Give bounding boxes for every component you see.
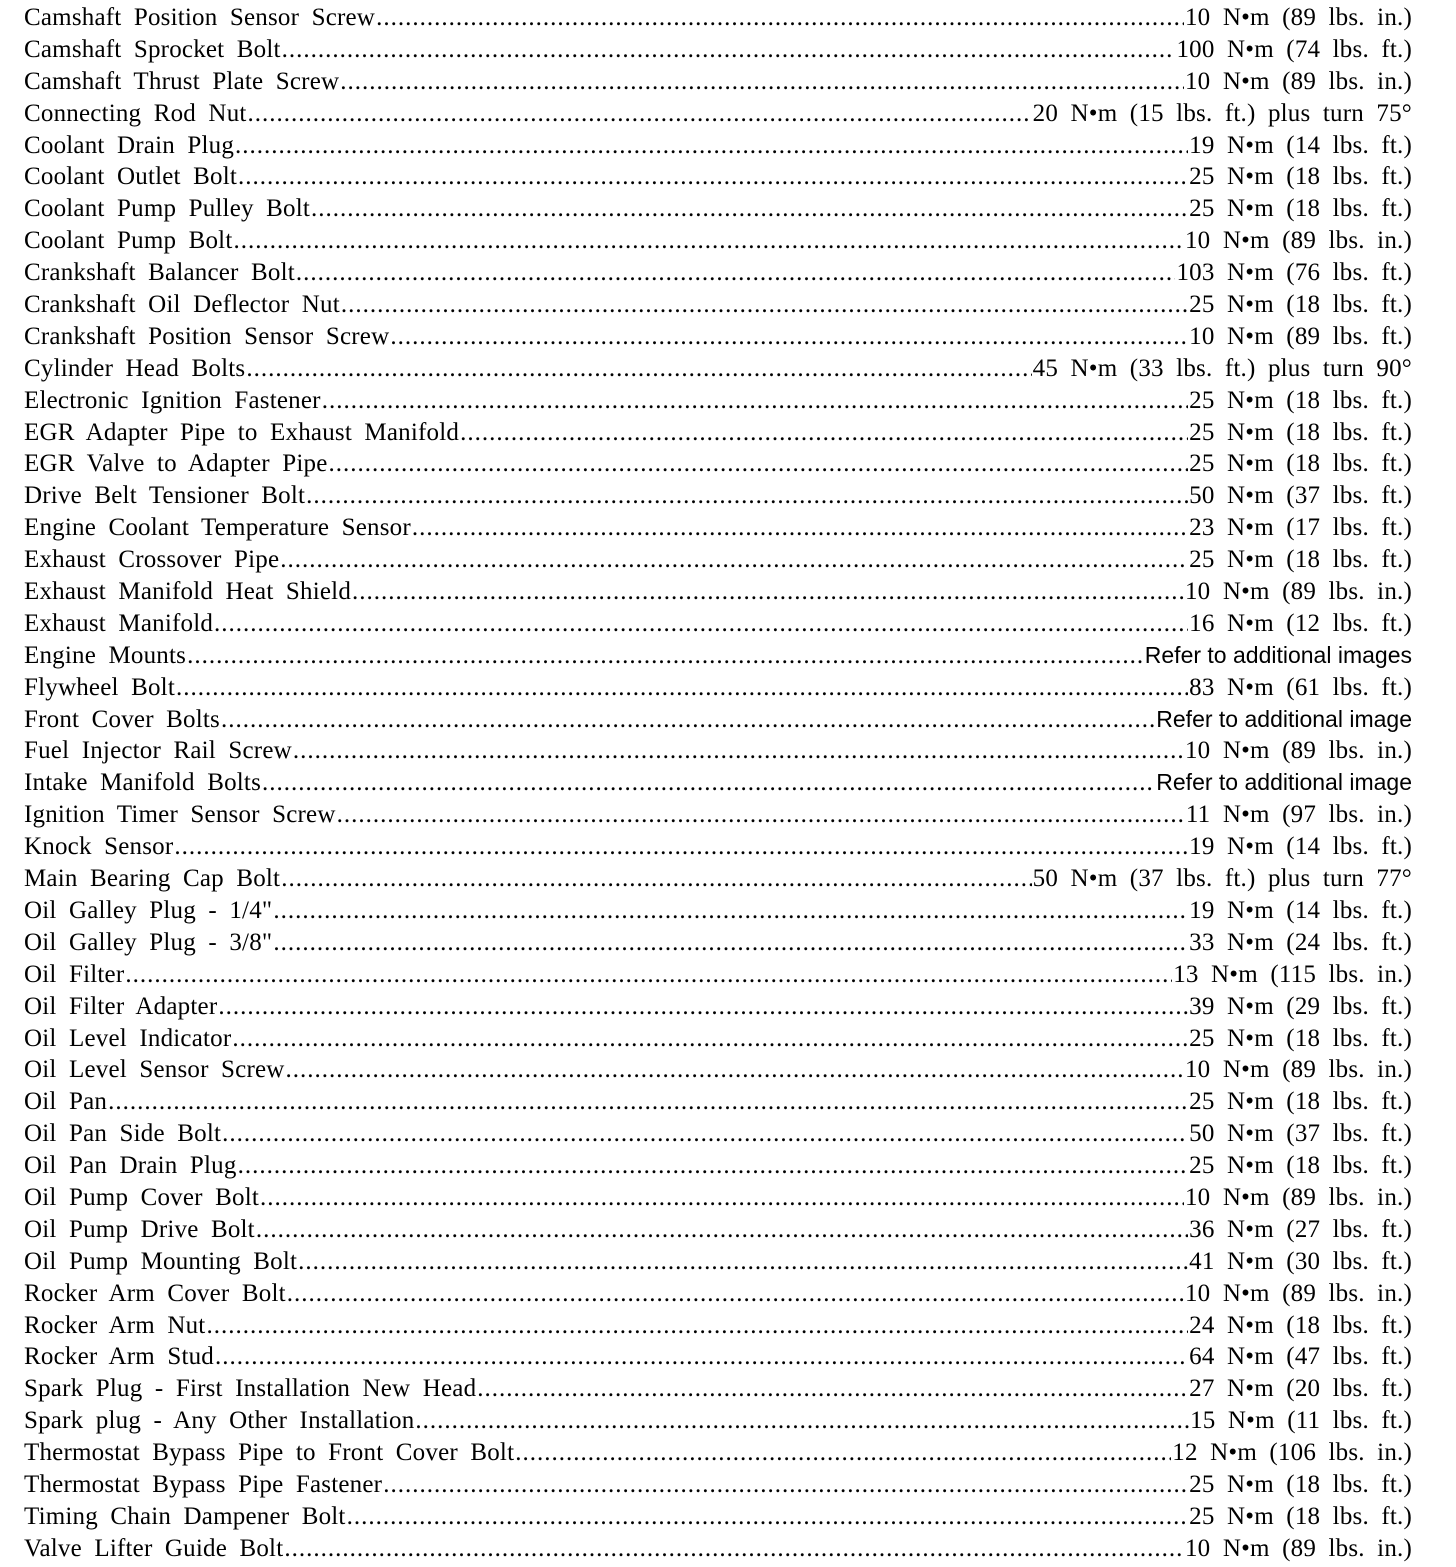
spec-value: 25 N•m (18 lbs. ft.) bbox=[1189, 418, 1412, 446]
dot-leader bbox=[322, 387, 1188, 415]
dot-leader bbox=[233, 227, 1183, 255]
spec-value: 10 N•m (89 lbs. in.) bbox=[1184, 227, 1412, 255]
spec-name: Thermostat Bypass Pipe to Front Cover Bolt bbox=[24, 1439, 515, 1467]
spec-value: 10 N•m (89 lbs. in.) bbox=[1184, 4, 1412, 31]
spec-row bbox=[24, 100, 1412, 132]
spec-name: Camshaft Thrust Plate Screw bbox=[24, 67, 340, 95]
spec-name: Exhaust Manifold bbox=[24, 609, 214, 637]
spec-value: 50 N•m (37 lbs. ft.) plus turn 77° bbox=[1032, 865, 1412, 893]
spec-row bbox=[24, 1152, 1412, 1184]
spec-row bbox=[24, 865, 1412, 897]
dot-leader bbox=[293, 737, 1184, 765]
spec-row bbox=[24, 1343, 1412, 1375]
spec-row bbox=[24, 355, 1412, 387]
spec-value: 25 N•m (18 lbs. ft.) bbox=[1189, 386, 1412, 414]
dot-leader bbox=[246, 355, 1031, 383]
spec-row bbox=[24, 450, 1412, 482]
dot-leader bbox=[352, 578, 1184, 606]
dot-leader bbox=[412, 514, 1188, 542]
spec-name: Camshaft Sprocket Bolt bbox=[24, 35, 281, 63]
dot-leader bbox=[187, 642, 1144, 670]
spec-row bbox=[24, 1280, 1412, 1312]
dot-leader bbox=[256, 1216, 1188, 1244]
spec-name: Drive Belt Tensioner Bolt bbox=[24, 482, 306, 510]
spec-name: Coolant Drain Plug bbox=[24, 131, 235, 159]
spec-name: Electronic Ignition Fastener bbox=[24, 386, 321, 414]
spec-row bbox=[24, 546, 1412, 578]
spec-value: 25 N•m (18 lbs. ft.) bbox=[1189, 195, 1412, 223]
spec-row bbox=[24, 1120, 1412, 1152]
spec-row bbox=[24, 642, 1412, 674]
spec-name: Coolant Pump Pulley Bolt bbox=[24, 195, 311, 223]
spec-row bbox=[24, 610, 1412, 642]
dot-leader bbox=[296, 259, 1176, 287]
spec-value: 103 N•m (76 lbs. ft.) bbox=[1176, 259, 1412, 287]
dot-leader bbox=[282, 36, 1176, 64]
spec-name: Coolant Outlet Bolt bbox=[24, 163, 238, 191]
spec-value: 25 N•m (18 lbs. ft.) bbox=[1189, 163, 1412, 191]
spec-row bbox=[24, 1088, 1412, 1120]
dot-leader bbox=[176, 674, 1188, 702]
spec-row bbox=[24, 1216, 1412, 1248]
dot-leader bbox=[390, 323, 1188, 351]
dot-leader bbox=[125, 961, 1172, 989]
dot-leader bbox=[415, 1407, 1189, 1435]
spec-name: EGR Valve to Adapter Pipe bbox=[24, 450, 328, 478]
dot-leader bbox=[281, 865, 1031, 893]
dot-leader bbox=[287, 1280, 1184, 1308]
spec-row bbox=[24, 419, 1412, 451]
dot-leader bbox=[221, 706, 1155, 734]
spec-value: 16 N•m (12 lbs. ft.) bbox=[1189, 609, 1412, 637]
dot-leader bbox=[337, 801, 1185, 829]
dot-leader bbox=[311, 195, 1188, 223]
spec-row bbox=[24, 1535, 1412, 1567]
spec-value: 25 N•m (18 lbs. ft.) bbox=[1189, 450, 1412, 478]
spec-row bbox=[24, 163, 1412, 195]
spec-value: 83 N•m (61 lbs. ft.) bbox=[1189, 673, 1412, 701]
spec-value: Refer to additional images bbox=[1144, 641, 1412, 668]
spec-name: Engine Mounts bbox=[24, 641, 187, 669]
spec-value: 39 N•m (29 lbs. ft.) bbox=[1189, 992, 1412, 1020]
dot-leader bbox=[238, 163, 1188, 191]
dot-leader bbox=[215, 1343, 1188, 1371]
spec-name: Oil Filter Adapter bbox=[24, 992, 218, 1020]
spec-name: Main Bearing Cap Bolt bbox=[24, 865, 281, 893]
spec-value: Refer to additional image bbox=[1156, 769, 1412, 796]
spec-value: 10 N•m (89 lbs. in.) bbox=[1184, 1056, 1412, 1084]
dot-leader bbox=[218, 993, 1188, 1021]
dot-leader bbox=[477, 1375, 1188, 1403]
spec-row bbox=[24, 514, 1412, 546]
spec-value: 10 N•m (89 lbs. in.) bbox=[1184, 737, 1412, 765]
spec-name: Connecting Rod Nut bbox=[24, 99, 247, 127]
spec-value: 25 N•m (18 lbs. ft.) bbox=[1189, 546, 1412, 574]
dot-leader bbox=[340, 68, 1184, 96]
spec-row bbox=[24, 482, 1412, 514]
spec-row bbox=[24, 1184, 1412, 1216]
spec-row bbox=[24, 387, 1412, 419]
dot-leader bbox=[286, 1056, 1184, 1084]
spec-value: 10 N•m (89 lbs. ft.) bbox=[1189, 322, 1412, 350]
spec-value: 36 N•m (27 lbs. ft.) bbox=[1189, 1215, 1412, 1243]
spec-value: 27 N•m (20 lbs. ft.) bbox=[1189, 1375, 1412, 1403]
dot-leader bbox=[248, 100, 1032, 128]
spec-value: 19 N•m (14 lbs. ft.) bbox=[1189, 833, 1412, 861]
spec-name: Flywheel Bolt bbox=[24, 673, 175, 701]
dot-leader bbox=[347, 1503, 1189, 1531]
spec-row bbox=[24, 929, 1412, 961]
spec-row bbox=[24, 1407, 1412, 1439]
spec-name: Oil Galley Plug - 3/8" bbox=[24, 928, 273, 956]
spec-value: 10 N•m (89 lbs. in.) bbox=[1184, 578, 1412, 606]
dot-leader bbox=[214, 610, 1188, 638]
spec-name: Oil Filter bbox=[24, 960, 125, 988]
spec-name: Spark plug - Any Other Installation bbox=[24, 1407, 415, 1435]
dot-leader bbox=[222, 1120, 1188, 1148]
spec-value: Refer to additional image bbox=[1156, 705, 1412, 732]
spec-row bbox=[24, 132, 1412, 164]
spec-row bbox=[24, 674, 1412, 706]
spec-value: 10 N•m (89 lbs. in.) bbox=[1184, 1279, 1412, 1307]
spec-row bbox=[24, 897, 1412, 929]
spec-name: Camshaft Position Sensor Screw bbox=[24, 4, 376, 31]
dot-leader bbox=[232, 1025, 1188, 1053]
dot-leader bbox=[298, 1248, 1188, 1276]
dot-leader bbox=[108, 1088, 1188, 1116]
dot-leader bbox=[238, 1152, 1189, 1180]
spec-row bbox=[24, 36, 1412, 68]
spec-name: Rocker Arm Cover Bolt bbox=[24, 1279, 286, 1307]
spec-row bbox=[24, 1312, 1412, 1344]
spec-name: Timing Chain Dampener Bolt bbox=[24, 1502, 346, 1530]
spec-row bbox=[24, 1439, 1412, 1471]
spec-value: 25 N•m (18 lbs. ft.) bbox=[1189, 1088, 1412, 1116]
spec-name: Spark Plug - First Installation New Head bbox=[24, 1375, 477, 1403]
spec-value: 45 N•m (33 lbs. ft.) plus turn 90° bbox=[1032, 354, 1412, 382]
dot-leader bbox=[260, 1184, 1184, 1212]
spec-name: Oil Level Indicator bbox=[24, 1024, 232, 1052]
spec-row bbox=[24, 706, 1412, 738]
spec-name: Exhaust Crossover Pipe bbox=[24, 546, 280, 574]
dot-leader bbox=[206, 1312, 1188, 1340]
spec-name: Oil Pan Drain Plug bbox=[24, 1152, 237, 1180]
spec-value: 12 N•m (106 lbs. in.) bbox=[1172, 1439, 1412, 1467]
spec-name: Oil Pan bbox=[24, 1088, 108, 1116]
dot-leader bbox=[329, 450, 1189, 478]
spec-row bbox=[24, 993, 1412, 1025]
spec-row bbox=[24, 578, 1412, 610]
spec-name: Rocker Arm Stud bbox=[24, 1343, 214, 1371]
spec-value: 50 N•m (37 lbs. ft.) bbox=[1189, 482, 1412, 510]
dot-leader bbox=[174, 833, 1188, 861]
spec-value: 64 N•m (47 lbs. ft.) bbox=[1189, 1343, 1412, 1371]
spec-value: 13 N•m (115 lbs. in.) bbox=[1173, 960, 1412, 988]
dot-leader bbox=[515, 1439, 1171, 1467]
spec-row bbox=[24, 195, 1412, 227]
spec-row bbox=[24, 737, 1412, 769]
spec-value: 19 N•m (14 lbs. ft.) bbox=[1189, 896, 1412, 924]
spec-name: Oil Pump Mounting Bolt bbox=[24, 1247, 298, 1275]
spec-name: Exhaust Manifold Heat Shield bbox=[24, 578, 352, 606]
spec-name: Oil Galley Plug - 1/4" bbox=[24, 896, 273, 924]
dot-leader bbox=[341, 291, 1188, 319]
spec-row bbox=[24, 1471, 1412, 1503]
spec-name: Crankshaft Oil Deflector Nut bbox=[24, 291, 340, 319]
spec-value: 25 N•m (18 lbs. ft.) bbox=[1189, 1152, 1412, 1180]
dot-leader bbox=[262, 769, 1155, 797]
spec-name: EGR Adapter Pipe to Exhaust Manifold bbox=[24, 418, 460, 446]
spec-row bbox=[24, 801, 1412, 833]
spec-row bbox=[24, 1248, 1412, 1280]
spec-value: 23 N•m (17 lbs. ft.) bbox=[1189, 514, 1412, 542]
dot-leader bbox=[376, 4, 1184, 32]
spec-name: Thermostat Bypass Pipe Fastener bbox=[24, 1470, 383, 1498]
spec-name: Cylinder Head Bolts bbox=[24, 354, 246, 382]
spec-value: 50 N•m (37 lbs. ft.) bbox=[1189, 1120, 1412, 1148]
spec-row bbox=[24, 259, 1412, 291]
spec-value: 100 N•m (74 lbs. ft.) bbox=[1176, 35, 1412, 63]
spec-row bbox=[24, 227, 1412, 259]
spec-name: Front Cover Bolts bbox=[24, 705, 220, 733]
spec-value: 20 N•m (15 lbs. ft.) plus turn 75° bbox=[1032, 99, 1412, 127]
spec-value: 33 N•m (24 lbs. ft.) bbox=[1189, 928, 1412, 956]
spec-value: 10 N•m (89 lbs. in.) bbox=[1184, 1534, 1412, 1562]
dot-leader bbox=[273, 929, 1188, 957]
dot-leader bbox=[235, 132, 1188, 160]
spec-value: 15 N•m (11 lbs. ft.) bbox=[1190, 1407, 1412, 1435]
spec-value: 19 N•m (14 lbs. ft.) bbox=[1189, 131, 1412, 159]
spec-name: Ignition Timer Sensor Screw bbox=[24, 801, 336, 829]
spec-value: 10 N•m (89 lbs. in.) bbox=[1184, 1183, 1412, 1211]
spec-name: Intake Manifold Bolts bbox=[24, 769, 262, 797]
spec-name: Knock Sensor bbox=[24, 833, 174, 861]
spec-name: Oil Pan Side Bolt bbox=[24, 1120, 222, 1148]
spec-value: 25 N•m (18 lbs. ft.) bbox=[1189, 1024, 1412, 1052]
spec-row bbox=[24, 1025, 1412, 1057]
spec-row bbox=[24, 769, 1412, 801]
spec-name: Crankshaft Balancer Bolt bbox=[24, 259, 295, 287]
spec-row bbox=[24, 1503, 1412, 1535]
spec-row bbox=[24, 4, 1412, 36]
spec-value: 25 N•m (18 lbs. ft.) bbox=[1189, 1470, 1412, 1498]
spec-value: 10 N•m (89 lbs. in.) bbox=[1184, 67, 1412, 95]
spec-value: 11 N•m (97 lbs. in.) bbox=[1185, 801, 1412, 829]
spec-row bbox=[24, 833, 1412, 865]
spec-name: Valve Lifter Guide Bolt bbox=[24, 1534, 284, 1562]
spec-name: Oil Level Sensor Screw bbox=[24, 1056, 285, 1084]
spec-name: Fuel Injector Rail Screw bbox=[24, 737, 292, 765]
spec-name: Coolant Pump Bolt bbox=[24, 227, 233, 255]
dot-leader bbox=[460, 419, 1188, 447]
spec-row bbox=[24, 68, 1412, 100]
dot-leader bbox=[383, 1471, 1188, 1499]
torque-spec-list bbox=[24, 4, 1412, 1567]
dot-leader bbox=[284, 1535, 1184, 1563]
spec-value: 25 N•m (18 lbs. ft.) bbox=[1189, 291, 1412, 319]
spec-name: Crankshaft Position Sensor Screw bbox=[24, 322, 390, 350]
spec-name: Oil Pump Drive Bolt bbox=[24, 1215, 255, 1243]
dot-leader bbox=[280, 546, 1188, 574]
spec-row bbox=[24, 961, 1412, 993]
dot-leader bbox=[306, 482, 1188, 510]
spec-value: 24 N•m (18 lbs. ft.) bbox=[1189, 1311, 1412, 1339]
spec-row bbox=[24, 291, 1412, 323]
spec-row bbox=[24, 1375, 1412, 1407]
spec-name: Oil Pump Cover Bolt bbox=[24, 1183, 260, 1211]
spec-name: Rocker Arm Nut bbox=[24, 1311, 206, 1339]
spec-value: 25 N•m (18 lbs. ft.) bbox=[1189, 1502, 1412, 1530]
dot-leader bbox=[273, 897, 1188, 925]
spec-value: 41 N•m (30 lbs. ft.) bbox=[1189, 1247, 1412, 1275]
spec-name: Engine Coolant Temperature Sensor bbox=[24, 514, 411, 542]
spec-row bbox=[24, 1056, 1412, 1088]
spec-row bbox=[24, 323, 1412, 355]
